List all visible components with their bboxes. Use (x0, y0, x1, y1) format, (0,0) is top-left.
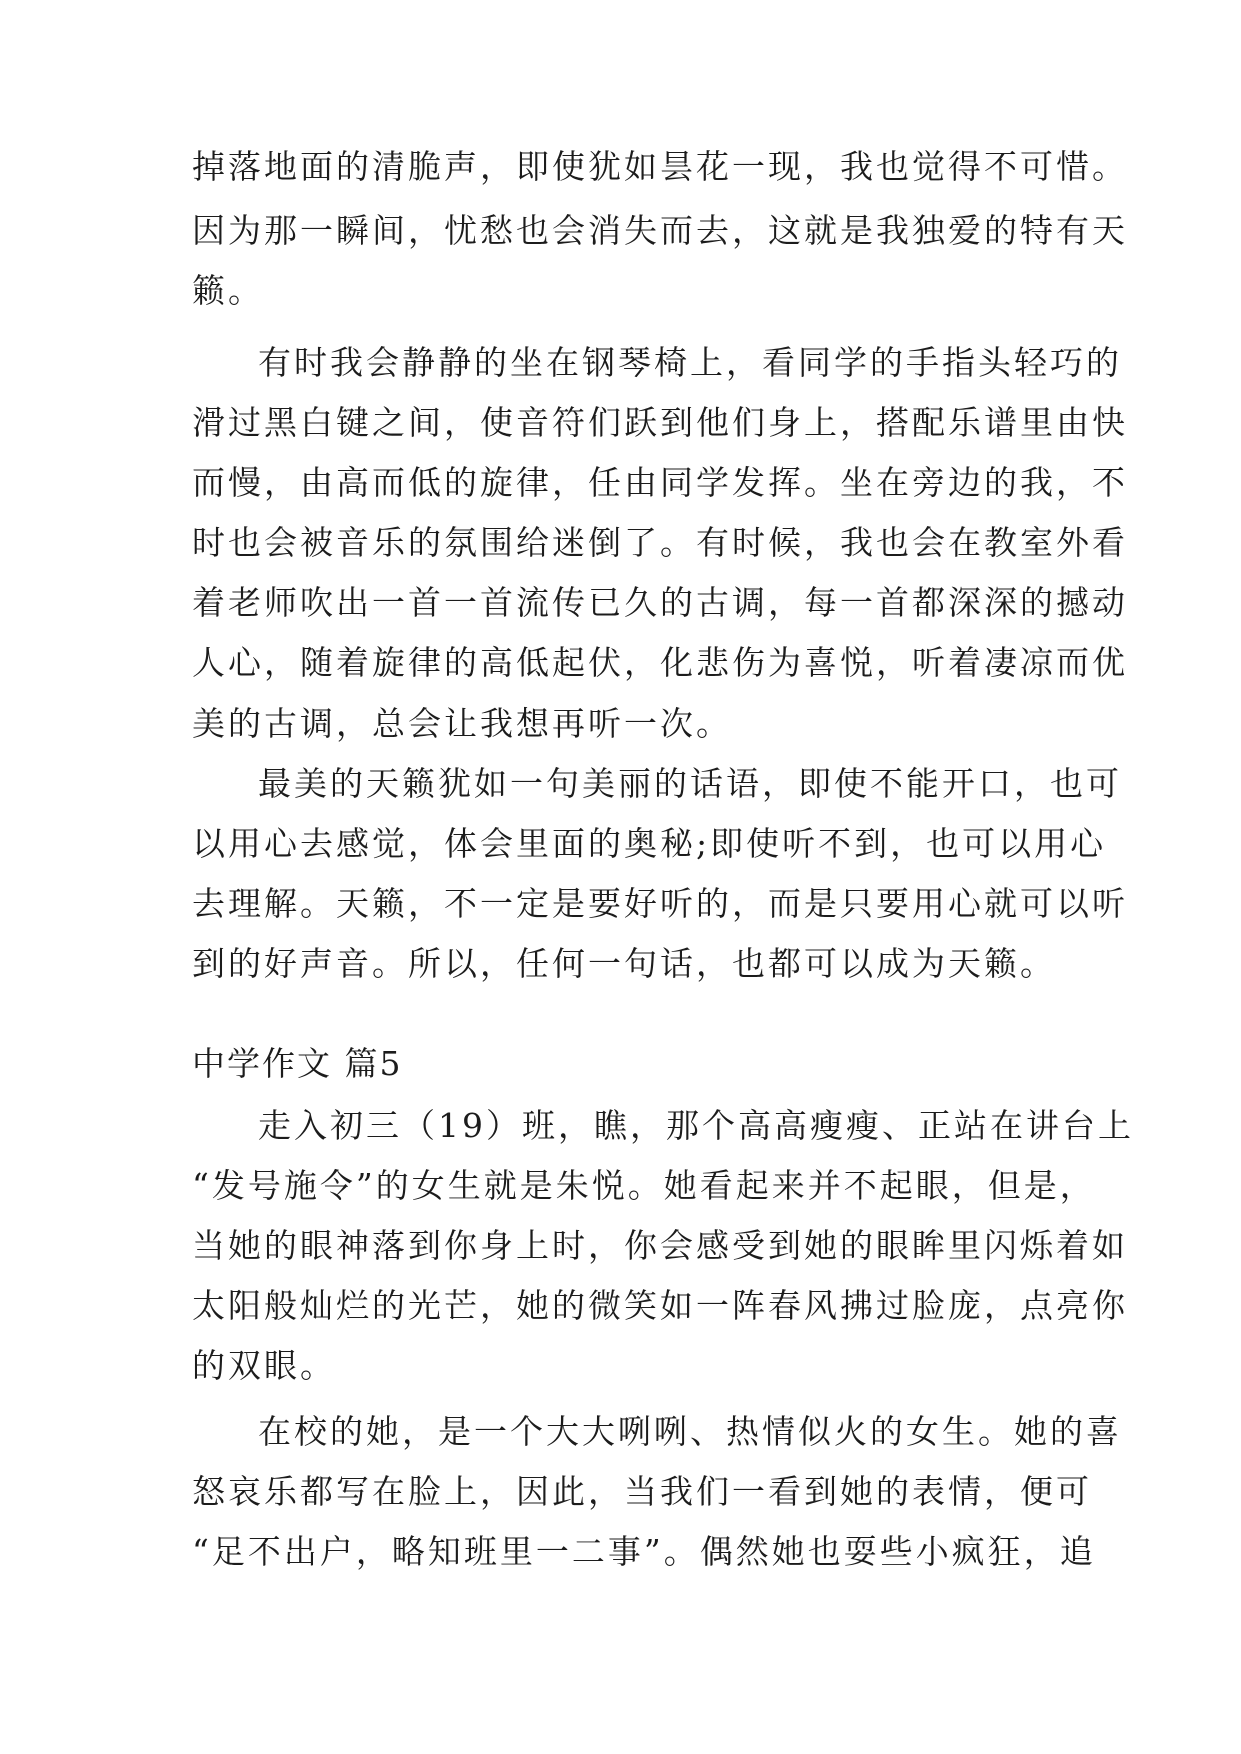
text-line: 去理解。天籁，不一定是要好听的，而是只要用心就可以听 (192, 884, 1128, 923)
text-line: “足不出户，略知班里一二事”。偶然她也耍些小疯狂，追 (192, 1532, 1096, 1571)
text-line: 在校的她，是一个大大咧咧、热情似火的女生。她的喜 (258, 1412, 1122, 1451)
text-line: 怒哀乐都写在脸上，因此，当我们一看到她的表情，便可 (192, 1472, 1092, 1511)
text-line: 到的好声音。所以，任何一句话，也都可以成为天籁。 (192, 944, 1056, 983)
text-line: 而慢，由高而低的旋律，任由同学发挥。坐在旁边的我，不 (192, 463, 1128, 502)
text-line: 着老师吹出一首一首流传已久的古调，每一首都深深的撼动 (192, 583, 1128, 622)
text-line: 籁。 (192, 271, 264, 310)
text-line: 有时我会静静的坐在钢琴椅上，看同学的手指头轻巧的 (258, 343, 1122, 382)
text-line: 太阳般灿烂的光芒，她的微笑如一阵春风拂过脸庞，点亮你 (192, 1286, 1128, 1325)
text-line: 掉落地面的清脆声，即使犹如昙花一现，我也觉得不可惜。 (192, 147, 1128, 186)
text-line: 美的古调，总会让我想再听一次。 (192, 704, 732, 743)
text-line: 的双眼。 (192, 1346, 336, 1385)
text-line: 滑过黑白键之间，使音符们跃到他们身上，搭配乐谱里由快 (192, 403, 1128, 442)
text-line: 最美的天籁犹如一句美丽的话语，即使不能开口，也可 (258, 764, 1122, 803)
text-line: “发号施令”的女生就是朱悦。她看起来并不起眼，但是， (192, 1166, 1096, 1205)
text-line: 走入初三（19）班，瞧，那个高高瘦瘦、正站在讲台上 (258, 1106, 1134, 1145)
text-line: 人心，随着旋律的高低起伏，化悲伤为喜悦，听着凄凉而优 (192, 643, 1128, 682)
text-line: 时也会被音乐的氛围给迷倒了。有时候，我也会在教室外看 (192, 523, 1128, 562)
text-line: 当她的眼神落到你身上时，你会感受到她的眼眸里闪烁着如 (192, 1226, 1128, 1265)
text-line: 因为那一瞬间，忧愁也会消失而去，这就是我独爱的特有天 (192, 211, 1128, 250)
section-heading: 中学作文 篇5 (192, 1044, 403, 1083)
text-line: 以用心去感觉，体会里面的奥秘;即使听不到，也可以用心 (192, 824, 1107, 863)
